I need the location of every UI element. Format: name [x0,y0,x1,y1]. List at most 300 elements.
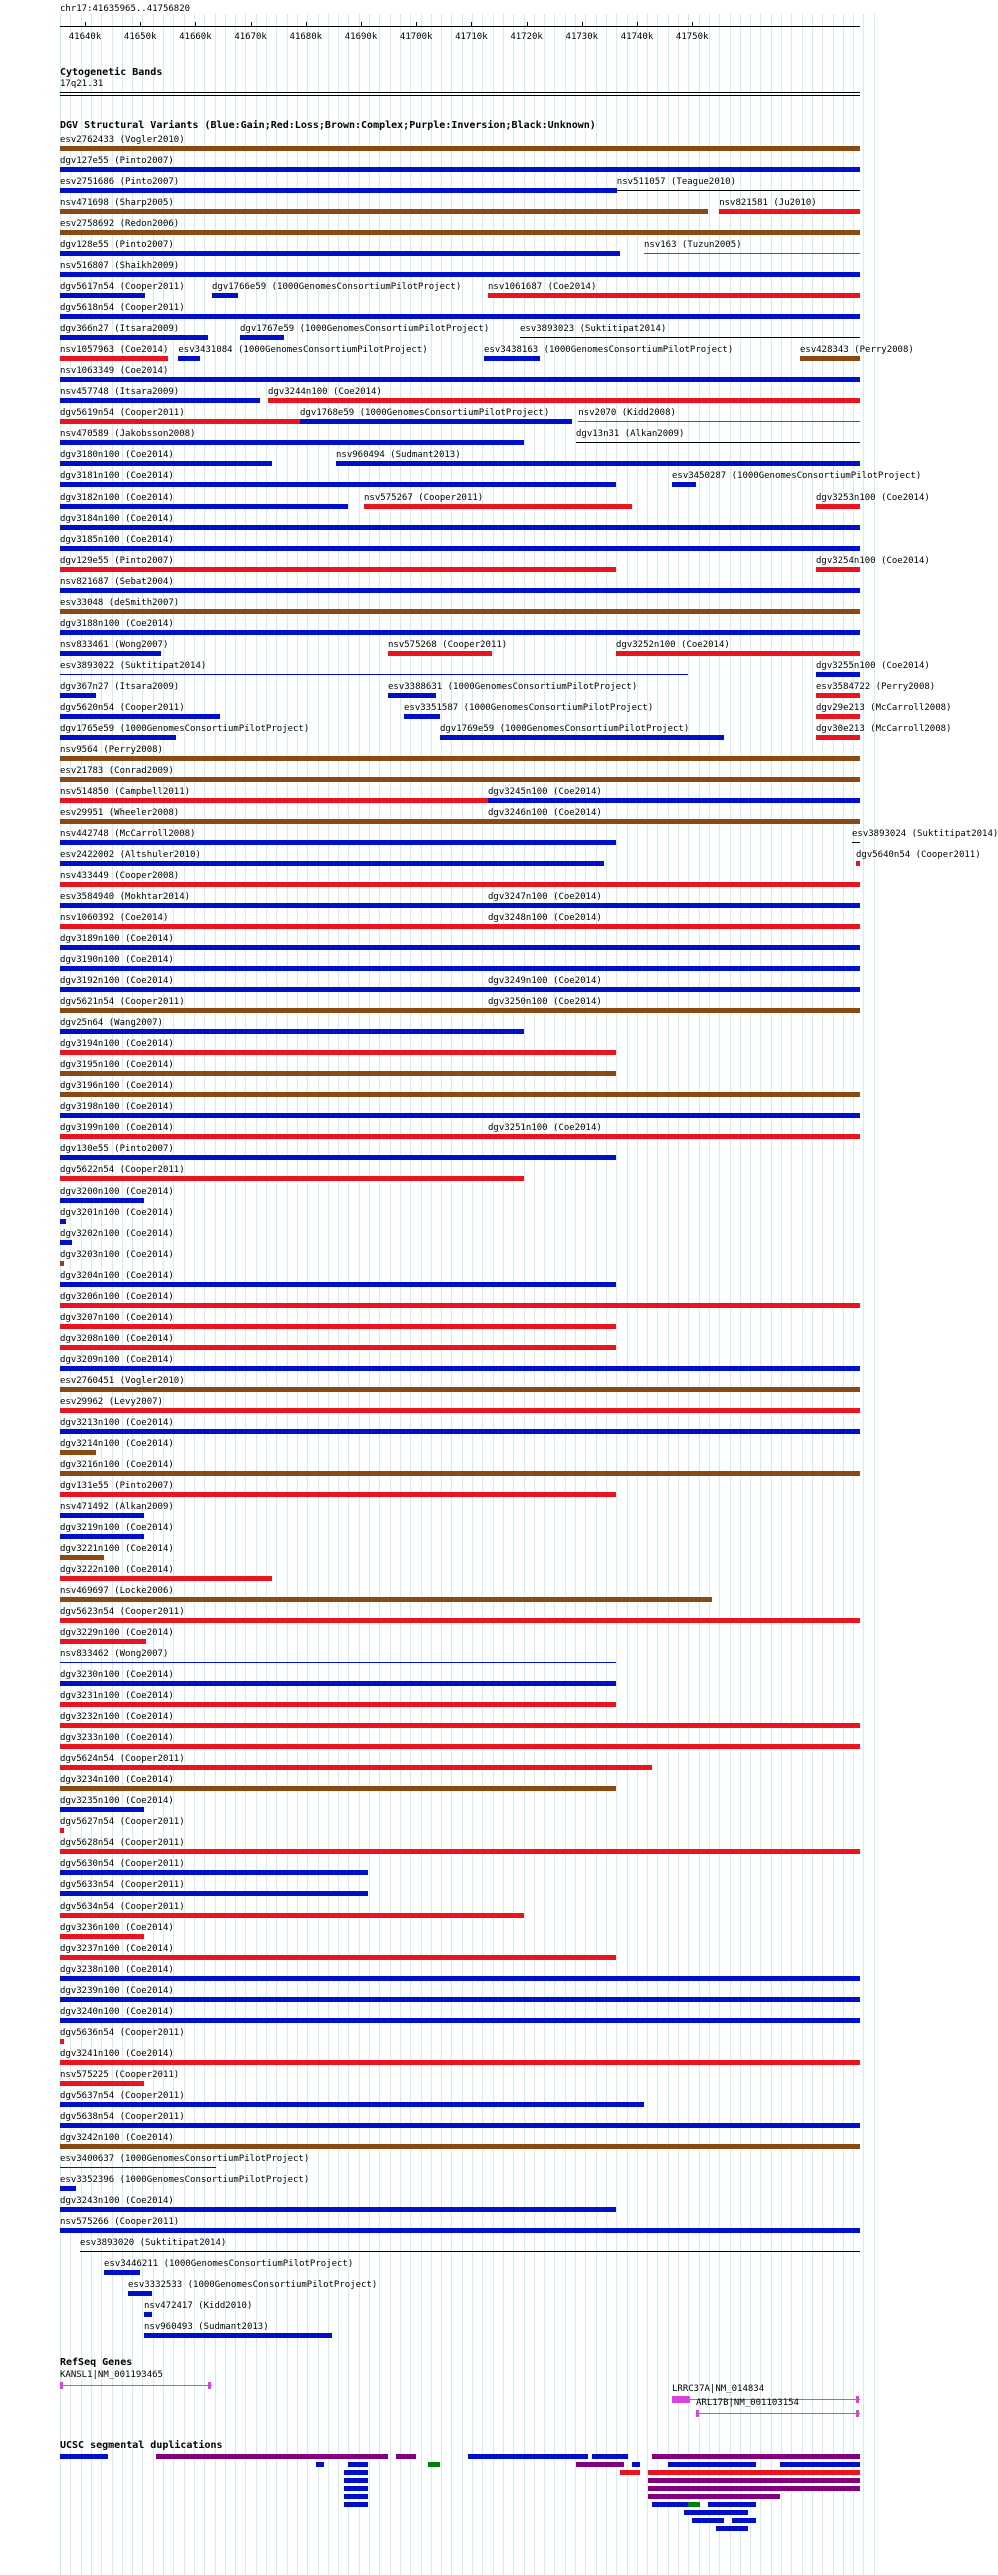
sv-label[interactable]: dgv5634n54 (Cooper2011) [60,1901,185,1912]
sv-label[interactable]: dgv5637n54 (Cooper2011) [60,2090,185,2101]
sv-bar[interactable] [60,251,620,256]
sv-bar[interactable] [800,356,860,361]
sv-bar[interactable] [60,1618,860,1623]
sv-bar[interactable] [816,735,860,740]
sv-bar[interactable] [60,1597,712,1602]
sv-bar[interactable] [60,567,616,572]
sv-bar[interactable] [60,777,860,782]
segdup-bar[interactable] [620,2470,640,2475]
sv-bar[interactable] [816,714,860,719]
sv-bar[interactable] [60,987,488,992]
sv-label[interactable]: nsv514850 (Campbell2011) [60,786,191,797]
segdup-bar[interactable] [632,2462,640,2467]
sv-label[interactable]: esv2758692 (Redon2006) [60,219,180,230]
sv-label[interactable]: dgv3221n100 (Coe2014) [60,1544,174,1554]
sv-label[interactable]: dgv3237n100 (Coe2014) [60,1943,174,1954]
sv-label[interactable]: nsv833462 (Wong2007) [60,1649,169,1660]
sv-bar[interactable] [60,1576,272,1581]
sv-bar[interactable] [60,1155,616,1160]
sv-bar[interactable] [60,1071,616,1076]
sv-bar[interactable] [616,651,860,656]
sv-bar[interactable] [488,903,860,908]
segdup-bar[interactable] [468,2454,588,2459]
sv-label[interactable]: nsv471698 (Sharp2005) [60,198,174,209]
sv-label[interactable]: dgv3238n100 (Coe2014) [60,1964,174,1975]
sv-bar[interactable] [60,314,860,319]
sv-label[interactable]: dgv13n31 (Alkan2009) [576,429,685,440]
sv-label[interactable]: esv3893023 (Suktitipat2014) [520,324,667,335]
sv-label[interactable]: nsv821581 (Ju2010) [719,198,817,209]
sv-label[interactable]: esv3584940 (Mokhtar2014) [60,892,191,903]
sv-label[interactable]: dgv3190n100 (Coe2014) [60,955,174,966]
sv-bar[interactable] [60,2039,64,2044]
segdup-bar[interactable] [648,2494,780,2499]
sv-bar[interactable] [60,1786,616,1791]
sv-label[interactable]: esv3584722 (Perry2008) [816,681,936,692]
sv-bar[interactable] [388,693,436,698]
sv-bar[interactable] [520,337,860,338]
sv-bar[interactable] [488,1008,860,1013]
sv-bar[interactable] [60,1366,860,1371]
gene-line[interactable] [60,2385,212,2386]
sv-label[interactable]: esv29951 (Wheeler2008) [60,807,180,818]
sv-bar[interactable] [60,903,488,908]
sv-label[interactable]: nsv442748 (McCarroll2008) [60,828,196,839]
sv-label[interactable]: dgv3200n100 (Coe2014) [60,1186,174,1197]
sv-bar[interactable] [80,2251,860,2252]
sv-label[interactable]: dgv1769e59 (1000GenomesConsortiumPilotProject) [440,723,690,734]
sv-bar[interactable] [816,567,860,572]
sv-label[interactable]: dgv128e55 (Pinto2007) [60,240,174,251]
sv-bar[interactable] [60,2123,860,2128]
sv-bar[interactable] [440,735,724,740]
sv-bar[interactable] [644,253,860,254]
sv-label[interactable]: dgv3240n100 (Coe2014) [60,2006,174,2017]
sv-bar[interactable] [60,1092,860,1097]
sv-bar[interactable] [60,1134,488,1139]
sv-label[interactable]: dgv3208n100 (Coe2014) [60,1333,174,1344]
sv-bar[interactable] [60,609,860,614]
sv-label[interactable]: dgv3243n100 (Coe2014) [60,2195,174,2206]
gene-line[interactable] [696,2413,860,2414]
sv-bar[interactable] [60,461,272,466]
sv-label[interactable]: nsv471492 (Alkan2009) [60,1501,174,1512]
sv-label[interactable]: dgv5636n54 (Cooper2011) [60,2027,185,2038]
sv-label[interactable]: dgv3184n100 (Coe2014) [60,513,174,524]
sv-bar[interactable] [60,1492,616,1497]
sv-bar[interactable] [578,421,860,422]
segdup-bar[interactable] [156,2454,388,2459]
sv-label[interactable]: nsv960494 (Sudmant2013) [336,450,461,461]
sv-bar[interactable] [60,1828,64,1833]
sv-label[interactable]: esv3351587 (1000GenomesConsortiumPilotProject) [404,702,654,713]
sv-bar[interactable] [60,272,860,277]
segdup-bar[interactable] [344,2502,368,2507]
sv-bar[interactable] [60,840,616,845]
sv-label[interactable]: dgv5630n54 (Cooper2011) [60,1859,185,1870]
sv-label[interactable]: dgv3251n100 (Coe2014) [488,1123,602,1134]
sv-bar[interactable] [60,1303,860,1308]
sv-label[interactable]: dgv5622n54 (Cooper2011) [60,1165,185,1176]
sv-bar[interactable] [60,2060,860,2065]
sv-bar[interactable] [60,924,488,929]
sv-bar[interactable] [178,356,200,361]
sv-bar[interactable] [60,1807,144,1812]
sv-bar[interactable] [60,146,860,151]
sv-bar[interactable] [60,2207,616,2212]
sv-label[interactable]: dgv3207n100 (Coe2014) [60,1312,174,1323]
sv-label[interactable]: dgv3233n100 (Coe2014) [60,1733,174,1744]
sv-label[interactable]: dgv25n64 (Wang2007) [60,1018,163,1029]
sv-label[interactable]: dgv3234n100 (Coe2014) [60,1775,174,1786]
sv-label[interactable]: dgv3249n100 (Coe2014) [488,976,602,987]
sv-bar[interactable] [576,442,860,443]
sv-label[interactable]: dgv3239n100 (Coe2014) [60,1985,174,1996]
sv-label[interactable]: dgv3192n100 (Coe2014) [60,976,174,987]
sv-bar[interactable] [60,1744,860,1749]
sv-label[interactable]: dgv30e213 (McCarroll2008) [816,723,952,734]
sv-label[interactable]: dgv3199n100 (Coe2014) [60,1123,174,1134]
sv-bar[interactable] [60,674,688,675]
sv-label[interactable]: nsv433449 (Cooper2008) [60,871,180,882]
sv-bar[interactable] [404,714,440,719]
sv-bar[interactable] [60,2228,860,2233]
sv-label[interactable]: dgv3245n100 (Coe2014) [488,786,602,797]
sv-bar[interactable] [60,966,860,971]
sv-label[interactable]: esv3352396 (1000GenomesConsortiumPilotProject) [60,2174,310,2185]
sv-label[interactable]: dgv3202n100 (Coe2014) [60,1228,174,1239]
sv-bar[interactable] [60,1345,616,1350]
sv-bar[interactable] [488,293,860,298]
sv-bar[interactable] [488,924,860,929]
sv-label[interactable]: nsv2070 (Kidd2008) [578,408,676,419]
sv-label[interactable]: nsv470589 (Jakobsson2008) [60,429,196,440]
sv-label[interactable]: nsv575267 (Cooper2011) [364,492,484,503]
sv-bar[interactable] [60,1976,860,1981]
sv-bar[interactable] [488,1134,860,1139]
sv-label[interactable]: dgv3185n100 (Coe2014) [60,534,174,545]
sv-label[interactable]: esv2751686 (Pinto2007) [60,177,180,188]
segdup-bar[interactable] [344,2470,368,2475]
gene-label[interactable]: LRRC37A|NM_014834 [672,2384,765,2394]
segdup-bar[interactable] [648,2470,860,2475]
sv-bar[interactable] [364,504,632,509]
sv-label[interactable]: dgv3214n100 (Coe2014) [60,1438,174,1449]
sv-label[interactable]: dgv3213n100 (Coe2014) [60,1417,174,1428]
sv-label[interactable]: dgv131e55 (Pinto2007) [60,1480,174,1491]
sv-label[interactable]: nsv833461 (Wong2007) [60,639,169,650]
sv-bar[interactable] [60,630,860,635]
sv-label[interactable]: esv3893024 (Suktitipat2014) [852,828,998,839]
sv-label[interactable]: dgv1766e59 (1000GenomesConsortiumPilotProject) [212,282,462,293]
sv-label[interactable]: dgv3188n100 (Coe2014) [60,618,174,629]
sv-bar[interactable] [60,209,708,214]
sv-label[interactable]: nsv1061687 (Coe2014) [488,282,597,293]
sv-label[interactable]: nsv9564 (Perry2008) [60,744,163,755]
sv-label[interactable]: dgv5617n54 (Cooper2011) [60,282,185,293]
sv-bar[interactable] [488,798,860,803]
segdup-bar[interactable] [592,2454,628,2459]
sv-label[interactable]: nsv163 (Tuzun2005) [644,240,742,251]
sv-label[interactable]: dgv5623n54 (Cooper2011) [60,1607,185,1618]
sv-bar[interactable] [60,1261,64,1266]
sv-bar[interactable] [60,1702,616,1707]
sv-label[interactable]: dgv127e55 (Pinto2007) [60,156,174,167]
sv-bar[interactable] [488,987,860,992]
sv-label[interactable]: nsv575266 (Cooper2011) [60,2216,180,2227]
sv-bar[interactable] [60,1639,146,1644]
sv-label[interactable]: dgv3250n100 (Coe2014) [488,997,602,1008]
sv-bar[interactable] [60,735,176,740]
sv-label[interactable]: dgv3244n100 (Coe2014) [268,387,382,398]
sv-label[interactable]: esv3450287 (1000GenomesConsortiumPilotProject) [672,471,922,482]
gene-label[interactable]: KANSL1|NM_001193465 [60,2370,163,2380]
sv-label[interactable]: dgv5638n54 (Cooper2011) [60,2111,185,2122]
sv-label[interactable]: nsv575225 (Cooper2011) [60,2069,180,2080]
sv-bar[interactable] [388,651,492,656]
sv-bar[interactable] [144,2312,152,2317]
sv-bar[interactable] [488,819,860,824]
sv-bar[interactable] [60,1662,616,1663]
sv-label[interactable]: dgv3189n100 (Coe2014) [60,934,174,945]
sv-label[interactable]: dgv1765e59 (1000GenomesConsortiumPilotProject) [60,723,310,734]
sv-bar[interactable] [60,1765,652,1770]
sv-bar[interactable] [60,861,604,866]
sv-bar[interactable] [60,525,860,530]
sv-label[interactable]: dgv5628n54 (Cooper2011) [60,1838,185,1849]
segdup-bar[interactable] [688,2502,700,2507]
sv-bar[interactable] [60,377,860,382]
sv-label[interactable]: esv3438163 (1000GenomesConsortiumPilotProject) [484,345,734,356]
sv-bar[interactable] [212,293,238,298]
sv-bar[interactable] [60,714,220,719]
sv-bar[interactable] [60,1997,860,2002]
sv-bar[interactable] [60,651,161,656]
sv-bar[interactable] [60,1008,488,1013]
sv-label[interactable]: esv3431084 (1000GenomesConsortiumPilotProject) [178,345,428,356]
sv-bar[interactable] [300,419,572,424]
segdup-bar[interactable] [668,2462,756,2467]
sv-bar[interactable] [60,504,348,509]
sv-label[interactable]: dgv3209n100 (Coe2014) [60,1354,174,1365]
sv-bar[interactable] [60,1555,104,1560]
sv-bar[interactable] [128,2291,152,2296]
sv-label[interactable]: dgv5633n54 (Cooper2011) [60,1880,185,1891]
sv-label[interactable]: esv428343 (Perry2008) [800,345,914,356]
segdup-bar[interactable] [576,2462,624,2467]
sv-label[interactable]: nsv575268 (Cooper2011) [388,639,508,650]
sv-label[interactable]: dgv3246n100 (Coe2014) [488,807,602,818]
sv-bar[interactable] [60,1113,860,1118]
sv-bar[interactable] [60,882,860,887]
sv-label[interactable]: esv3893022 (Suktitipat2014) [60,660,207,671]
sv-label[interactable]: esv2762433 (Vogler2010) [60,135,185,145]
sv-bar[interactable] [60,798,488,803]
sv-label[interactable]: dgv3181n100 (Coe2014) [60,471,174,482]
segdup-bar[interactable] [344,2486,368,2491]
sv-bar[interactable] [60,356,168,361]
sv-label[interactable]: dgv5619n54 (Cooper2011) [60,408,185,419]
sv-label[interactable]: dgv3247n100 (Coe2014) [488,892,602,903]
sv-label[interactable]: dgv3252n100 (Coe2014) [616,639,730,650]
sv-bar[interactable] [60,1429,860,1434]
sv-bar[interactable] [60,440,524,445]
sv-label[interactable]: esv3332533 (1000GenomesConsortiumPilotProject) [128,2280,378,2291]
sv-bar[interactable] [144,2333,332,2338]
sv-bar[interactable] [60,945,860,950]
segdup-bar[interactable] [396,2454,416,2459]
sv-label[interactable]: esv3446211 (1000GenomesConsortiumPilotProject) [104,2259,354,2270]
sv-label[interactable]: dgv5640n54 (Cooper2011) [856,850,981,861]
sv-label[interactable]: esv3400637 (1000GenomesConsortiumPilotProject) [60,2153,310,2164]
segdup-bar[interactable] [344,2494,368,2499]
sv-label[interactable]: dgv5627n54 (Cooper2011) [60,1817,185,1828]
sv-bar[interactable] [336,461,860,466]
sv-label[interactable]: dgv3241n100 (Coe2014) [60,2048,174,2059]
segdup-bar[interactable] [692,2518,724,2523]
sv-bar[interactable] [60,1387,860,1392]
sv-bar[interactable] [60,2102,644,2107]
sv-bar[interactable] [60,1408,860,1413]
sv-bar[interactable] [60,1913,524,1918]
sv-bar[interactable] [60,1450,96,1455]
sv-label[interactable]: dgv5621n54 (Cooper2011) [60,997,185,1008]
segdup-bar[interactable] [648,2478,860,2483]
sv-label[interactable]: dgv5618n54 (Cooper2011) [60,303,185,314]
sv-label[interactable]: dgv130e55 (Pinto2007) [60,1144,174,1155]
segdup-bar[interactable] [428,2462,440,2467]
sv-bar[interactable] [60,1681,616,1686]
sv-label[interactable]: dgv3222n100 (Coe2014) [60,1565,174,1576]
cytoband-track[interactable] [60,92,860,93]
sv-bar[interactable] [60,1723,860,1728]
sv-bar[interactable] [60,482,616,487]
sv-bar[interactable] [240,335,284,340]
sv-label[interactable]: dgv3254n100 (Coe2014) [816,555,930,566]
sv-bar[interactable] [816,504,860,509]
sv-bar[interactable] [60,819,488,824]
sv-bar[interactable] [60,1471,860,1476]
sv-bar[interactable] [856,861,860,866]
sv-bar[interactable] [60,693,96,698]
sv-bar[interactable] [60,1324,616,1329]
sv-bar[interactable] [60,230,860,235]
sv-bar[interactable] [60,2144,860,2149]
segdup-bar[interactable] [648,2486,860,2491]
sv-label[interactable]: dgv3248n100 (Coe2014) [488,913,602,924]
sv-label[interactable]: dgv3253n100 (Coe2014) [816,492,930,503]
sv-label[interactable]: dgv1767e59 (1000GenomesConsortiumPilotProject) [240,324,490,335]
sv-label[interactable]: dgv366n27 (Itsara2009) [60,324,180,335]
sv-label[interactable]: dgv3194n100 (Coe2014) [60,1039,174,1050]
sv-bar[interactable] [60,1934,144,1939]
sv-label[interactable]: dgv3195n100 (Coe2014) [60,1060,174,1071]
sv-label[interactable]: nsv469697 (Locke2006) [60,1586,174,1597]
sv-bar[interactable] [60,588,860,593]
sv-label[interactable]: dgv367n27 (Itsara2009) [60,681,180,692]
sv-label[interactable]: esv21783 (Conrad2009) [60,765,174,776]
sv-label[interactable]: nsv516807 (Shaikh2009) [60,261,180,272]
sv-bar[interactable] [816,672,860,677]
sv-label[interactable]: dgv3206n100 (Coe2014) [60,1291,174,1302]
sv-label[interactable]: nsv472417 (Kidd2010) [144,2301,253,2312]
sv-bar[interactable] [60,2186,76,2191]
sv-label[interactable]: dgv129e55 (Pinto2007) [60,555,174,566]
sv-label[interactable]: dgv1768e59 (1000GenomesConsortiumPilotProject) [300,408,550,419]
sv-label[interactable]: dgv3255n100 (Coe2014) [816,660,930,671]
segdup-bar[interactable] [652,2454,860,2459]
sv-bar[interactable] [60,188,617,193]
sv-bar[interactable] [60,1198,144,1203]
sv-label[interactable]: esv2422002 (Altshuler2010) [60,850,201,861]
sv-bar[interactable] [60,546,860,551]
sv-label[interactable]: esv29962 (Levy2007) [60,1396,163,1407]
segdup-bar[interactable] [684,2510,716,2515]
sv-label[interactable]: dgv3180n100 (Coe2014) [60,450,174,461]
sv-label[interactable]: nsv821687 (Sebat2004) [60,576,174,587]
sv-bar[interactable] [60,1240,72,1245]
sv-bar[interactable] [816,693,860,698]
sv-label[interactable]: dgv5624n54 (Cooper2011) [60,1754,185,1765]
segdup-bar[interactable] [708,2502,756,2507]
sv-bar[interactable] [672,482,696,487]
segdup-bar[interactable] [716,2526,748,2531]
sv-bar[interactable] [852,842,860,843]
sv-bar[interactable] [60,2018,860,2023]
segdup-bar[interactable] [780,2462,860,2467]
sv-bar[interactable] [60,1050,616,1055]
sv-label[interactable]: dgv3235n100 (Coe2014) [60,1796,174,1807]
segdup-bar[interactable] [348,2462,368,2467]
sv-bar[interactable] [60,1282,616,1287]
segdup-bar[interactable] [716,2510,748,2515]
sv-label[interactable]: dgv3182n100 (Coe2014) [60,492,174,503]
sv-label[interactable]: dgv3196n100 (Coe2014) [60,1081,174,1092]
sv-bar[interactable] [60,1534,144,1539]
segdup-bar[interactable] [60,2454,108,2459]
sv-label[interactable]: dgv3203n100 (Coe2014) [60,1249,174,1260]
sv-bar[interactable] [60,1029,524,1034]
segdup-bar[interactable] [344,2478,368,2483]
sv-label[interactable]: nsv511057 (Teague2010) [616,177,737,188]
sv-label[interactable]: nsv1063349 (Coe2014) [60,366,169,377]
sv-bar[interactable] [60,1849,860,1854]
sv-label[interactable]: esv33048 (deSmith2007) [60,597,180,608]
sv-label[interactable]: esv3388631 (1000GenomesConsortiumPilotProject) [388,681,638,692]
sv-bar[interactable] [60,1219,66,1224]
sv-bar[interactable] [60,1176,524,1181]
sv-label[interactable]: dgv3242n100 (Coe2014) [60,2132,174,2143]
segdup-bar[interactable] [316,2462,324,2467]
sv-label[interactable]: dgv3204n100 (Coe2014) [60,1270,174,1281]
sv-bar[interactable] [60,167,860,172]
sv-label[interactable]: dgv29e213 (McCarroll2008) [816,702,952,713]
sv-label[interactable]: dgv3229n100 (Coe2014) [60,1628,174,1639]
sv-bar[interactable] [60,1513,144,1518]
sv-bar[interactable] [60,2167,216,2168]
sv-bar[interactable] [60,293,145,298]
sv-label[interactable]: nsv1057963 (Coe2014) [60,345,169,356]
sv-label[interactable]: dgv3230n100 (Coe2014) [60,1670,174,1681]
sv-bar[interactable] [60,1870,368,1875]
sv-label[interactable]: nsv960493 (Sudmant2013) [144,2322,269,2333]
sv-bar[interactable] [268,398,860,403]
sv-label[interactable]: dgv3216n100 (Coe2014) [60,1459,174,1470]
sv-bar[interactable] [60,1891,368,1896]
segdup-bar[interactable] [732,2518,756,2523]
sv-label[interactable]: esv3893020 (Suktitipat2014) [80,2238,227,2248]
sv-label[interactable]: dgv3231n100 (Coe2014) [60,1691,174,1702]
